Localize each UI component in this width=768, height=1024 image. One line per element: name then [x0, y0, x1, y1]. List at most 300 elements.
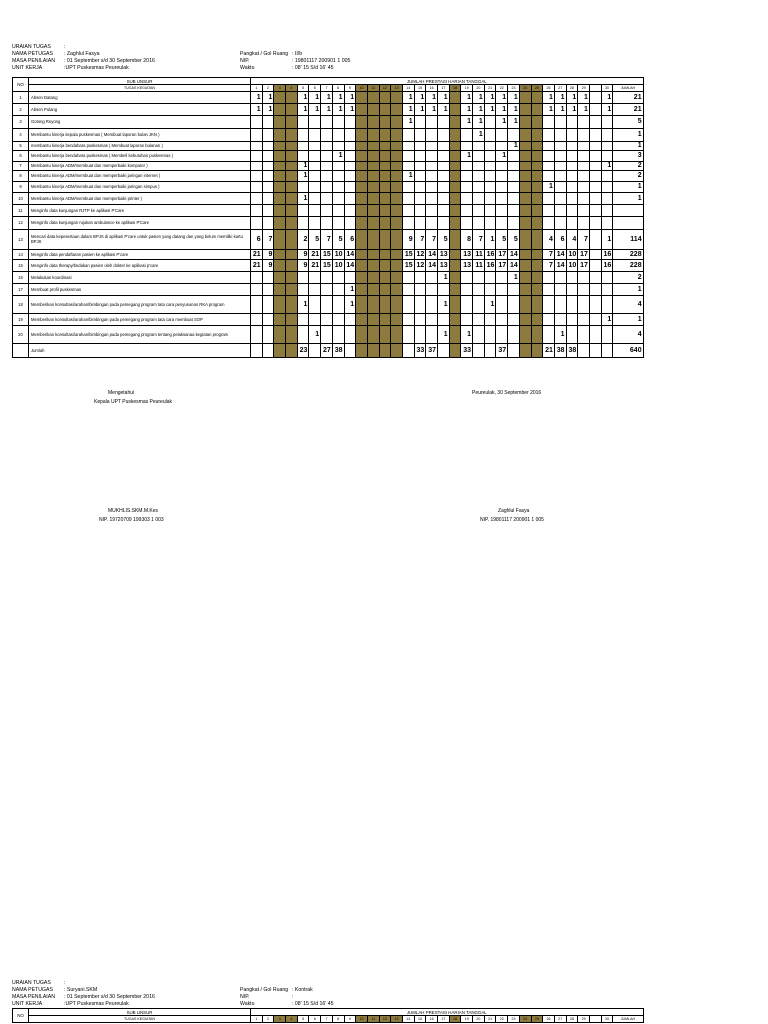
signature-left-title: Mengetahui — [108, 390, 135, 396]
col-header-jumlah: JUMLAH — [613, 1016, 643, 1023]
day-value: 13 — [438, 249, 450, 259]
value-masa-penilaian: : 01 September s/d 30 September 2016 — [64, 58, 155, 64]
day-value — [473, 313, 485, 325]
day-value — [356, 216, 368, 229]
form2-header-left — [12, 980, 155, 1008]
day-value — [554, 161, 566, 170]
day-value — [531, 192, 543, 204]
day-value: 15 — [402, 249, 414, 259]
day-value — [251, 141, 263, 150]
day-value — [344, 128, 356, 141]
day-value — [297, 141, 309, 150]
value-waktu: : 08' 15 S/d 16' 45 — [292, 1001, 334, 1007]
day-value — [251, 283, 263, 295]
day-value — [543, 204, 555, 216]
day-value — [402, 343, 414, 357]
day-value — [379, 249, 391, 259]
row-number: 14 — [13, 249, 29, 259]
day-header: 6 — [309, 1016, 321, 1023]
day-header: 11 — [367, 1016, 379, 1023]
day-value — [531, 128, 543, 141]
day-value — [449, 216, 461, 229]
day-value: 1 — [402, 91, 414, 103]
day-value — [367, 141, 379, 150]
day-value — [578, 313, 590, 325]
table-row — [13, 343, 644, 357]
day-value: 16 — [484, 259, 496, 271]
day-value: 1 — [438, 271, 450, 283]
day-value — [367, 313, 379, 325]
day-value — [531, 283, 543, 295]
day-value: 1 — [601, 161, 613, 170]
day-value: 1 — [473, 103, 485, 115]
day-value — [484, 161, 496, 170]
day-value — [449, 115, 461, 128]
day-value — [566, 150, 578, 161]
day-value — [531, 170, 543, 181]
day-value — [531, 141, 543, 150]
day-value — [519, 141, 531, 150]
day-value — [367, 216, 379, 229]
day-value — [356, 325, 368, 343]
table-row — [13, 141, 644, 150]
task-description: Memberikan konsultasi/arahan/bimbingan pada pemegang program tata cara membuat SOP — [29, 313, 251, 325]
day-value — [251, 181, 263, 192]
day-value — [438, 115, 450, 128]
day-value — [332, 128, 344, 141]
day-value — [589, 216, 601, 229]
label-pangkat: Pangkat / Gol Ruang — [240, 51, 289, 57]
day-value — [274, 91, 286, 103]
day-value — [414, 150, 426, 161]
day-value — [543, 283, 555, 295]
day-value — [578, 343, 590, 357]
row-total: 1 — [613, 313, 643, 325]
day-value — [379, 91, 391, 103]
day-value — [589, 170, 601, 181]
day-value — [391, 141, 403, 150]
day-value — [426, 313, 438, 325]
day-value — [286, 181, 298, 192]
day-value — [449, 325, 461, 343]
day-value — [356, 283, 368, 295]
day-value — [508, 343, 520, 357]
day-value: 10 — [566, 259, 578, 271]
day-value — [531, 295, 543, 313]
day-value: 1 — [251, 103, 263, 115]
day-value — [286, 283, 298, 295]
day-value — [484, 141, 496, 150]
table-row — [13, 204, 644, 216]
day-value — [508, 216, 520, 229]
day-value — [554, 115, 566, 128]
day-value — [274, 161, 286, 170]
day-value: 10 — [566, 249, 578, 259]
day-value — [286, 91, 298, 103]
day-value — [356, 271, 368, 283]
day-value — [367, 103, 379, 115]
day-value — [251, 343, 263, 357]
day-value: 21 — [309, 249, 321, 259]
day-header: 14 — [402, 1016, 414, 1023]
day-value: 1 — [309, 325, 321, 343]
day-header: 5 — [297, 1016, 309, 1023]
day-value — [484, 216, 496, 229]
day-value — [496, 170, 508, 181]
day-value — [508, 170, 520, 181]
row-total: 228 — [613, 259, 643, 271]
day-value — [414, 271, 426, 283]
day-value — [251, 192, 263, 204]
day-value: 7 — [414, 229, 426, 249]
day-value — [274, 325, 286, 343]
day-value — [578, 325, 590, 343]
day-value — [309, 295, 321, 313]
day-value — [566, 216, 578, 229]
day-value — [251, 313, 263, 325]
day-value — [379, 216, 391, 229]
day-value — [344, 161, 356, 170]
day-header: 8 — [332, 85, 344, 92]
day-value — [578, 150, 590, 161]
day-value: 1 — [601, 103, 613, 115]
day-value — [402, 141, 414, 150]
day-value — [344, 216, 356, 229]
day-value — [391, 249, 403, 259]
day-value: 15 — [321, 249, 333, 259]
task-description: Menginfo data therapy/tindakan pasien oleh dokter ke aplikasi p'care — [29, 259, 251, 271]
day-value — [321, 170, 333, 181]
task-description: Menginfo data pendaftaran pasien ke aplikasi P'care — [29, 249, 251, 259]
day-value — [554, 295, 566, 313]
day-value — [356, 192, 368, 204]
day-value — [531, 271, 543, 283]
day-value — [601, 115, 613, 128]
task-description: Memberikan konsultasi/arahan/bimbingan pada pemegang program tata cara penyusunan RKA program — [29, 295, 251, 313]
signature-right-nip: NIP. 19801117 200901 1 005 — [480, 517, 544, 523]
day-value — [274, 343, 286, 357]
day-value — [391, 192, 403, 204]
day-value — [309, 204, 321, 216]
day-value: 5 — [438, 229, 450, 249]
col-header-kegiatan: TUGAS KEGIATAN — [29, 1016, 251, 1023]
day-value — [367, 295, 379, 313]
day-value — [274, 103, 286, 115]
day-value: 1 — [496, 91, 508, 103]
day-value — [543, 115, 555, 128]
day-value — [449, 204, 461, 216]
day-value — [589, 259, 601, 271]
day-value: 1 — [496, 103, 508, 115]
day-value — [589, 229, 601, 249]
day-value — [274, 181, 286, 192]
day-value: 21 — [251, 249, 263, 259]
day-value: 6 — [344, 229, 356, 249]
day-value: 1 — [438, 295, 450, 313]
day-header: 26 — [543, 1016, 555, 1023]
day-value — [274, 128, 286, 141]
day-header: 23 — [508, 85, 520, 92]
day-value — [543, 170, 555, 181]
day-value: 1 — [601, 229, 613, 249]
day-value — [367, 192, 379, 204]
day-header: 22 — [496, 1016, 508, 1023]
day-value: 16 — [484, 249, 496, 259]
day-value — [402, 128, 414, 141]
day-value: 7 — [473, 229, 485, 249]
day-value — [344, 325, 356, 343]
row-total: 2 — [613, 271, 643, 283]
day-value: 14 — [426, 259, 438, 271]
day-value — [414, 192, 426, 204]
day-value — [519, 295, 531, 313]
day-value — [554, 128, 566, 141]
day-header: 24 — [519, 1016, 531, 1023]
day-value: 9 — [262, 259, 274, 271]
day-value — [309, 313, 321, 325]
day-value — [484, 343, 496, 357]
day-value — [438, 170, 450, 181]
row-number: 17 — [13, 283, 29, 295]
day-value — [297, 181, 309, 192]
day-header: 21 — [484, 1016, 496, 1023]
day-value: 14 — [344, 259, 356, 271]
day-value — [519, 325, 531, 343]
day-value — [309, 181, 321, 192]
day-value — [402, 150, 414, 161]
day-value — [367, 343, 379, 357]
day-value — [438, 192, 450, 204]
day-value — [601, 170, 613, 181]
day-value — [309, 170, 321, 181]
day-value — [543, 325, 555, 343]
form2-header-right — [240, 987, 334, 1008]
day-value: 2 — [297, 229, 309, 249]
day-value: 1 — [309, 103, 321, 115]
value-uraian-tugas: : — [64, 980, 66, 986]
day-value — [379, 283, 391, 295]
signature-right-name: Zaghlul Fasya — [498, 508, 530, 514]
day-header: 25 — [531, 1016, 543, 1023]
day-value — [426, 216, 438, 229]
day-value — [356, 181, 368, 192]
day-value — [379, 103, 391, 115]
day-value — [309, 192, 321, 204]
day-value — [402, 204, 414, 216]
day-value — [274, 115, 286, 128]
day-value: 7 — [543, 259, 555, 271]
day-value — [589, 150, 601, 161]
day-value — [262, 216, 274, 229]
day-value: 13 — [438, 259, 450, 271]
day-value — [531, 204, 543, 216]
day-value: 1 — [543, 91, 555, 103]
day-value — [473, 325, 485, 343]
day-value — [519, 283, 531, 295]
day-value — [391, 161, 403, 170]
row-number: 2 — [13, 103, 29, 115]
day-value — [484, 181, 496, 192]
day-value — [309, 115, 321, 128]
day-header: 13 — [391, 1016, 403, 1023]
row-total: 4 — [613, 325, 643, 343]
day-value — [402, 313, 414, 325]
signature-left-name: MUKHLIS.SKM.M.Kes — [108, 508, 159, 514]
task-description: Membuat profil puskesmas — [29, 283, 251, 295]
day-value — [274, 229, 286, 249]
task-description: Menginfo data kunjungan rujukan ambulance ke aplikasi P'Care — [29, 216, 251, 229]
day-value — [297, 313, 309, 325]
day-header: 7 — [321, 1016, 333, 1023]
label-waktu: Waktu — [240, 65, 255, 71]
table-row — [13, 249, 644, 259]
day-value — [508, 313, 520, 325]
day-value — [543, 128, 555, 141]
day-value — [402, 295, 414, 313]
day-header: 19 — [461, 1016, 473, 1023]
day-value: 1 — [438, 325, 450, 343]
day-value — [286, 150, 298, 161]
day-value — [286, 216, 298, 229]
day-header: 6 — [309, 85, 321, 92]
row-total: 2 — [613, 170, 643, 181]
row-total: 1 — [613, 181, 643, 192]
day-value: 1 — [473, 115, 485, 128]
label-uraian-tugas: URAIAN TUGAS — [12, 980, 51, 986]
row-total: 1 — [613, 128, 643, 141]
day-value — [519, 161, 531, 170]
day-value — [496, 313, 508, 325]
day-value — [274, 313, 286, 325]
day-value — [566, 170, 578, 181]
value-masa-penilaian: : 01 September s/d 30 September 2016 — [64, 994, 155, 1000]
day-value — [531, 150, 543, 161]
day-value — [262, 271, 274, 283]
day-value: 1 — [402, 103, 414, 115]
day-value — [519, 181, 531, 192]
day-value — [297, 115, 309, 128]
row-number: 9 — [13, 181, 29, 192]
day-value — [531, 103, 543, 115]
day-header: 22 — [496, 85, 508, 92]
day-value — [566, 204, 578, 216]
day-value — [426, 161, 438, 170]
day-value — [367, 325, 379, 343]
day-value: 1 — [297, 192, 309, 204]
day-value: 1 — [578, 91, 590, 103]
day-value: 4 — [566, 229, 578, 249]
day-value — [391, 325, 403, 343]
day-value: 6 — [251, 229, 263, 249]
signature-left-nip: NIP. 19720709 199303 1 003 — [99, 517, 164, 523]
day-value: 13 — [461, 249, 473, 259]
day-value — [344, 181, 356, 192]
day-value: 10 — [332, 259, 344, 271]
day-value: 21 — [251, 259, 263, 271]
day-value — [332, 141, 344, 150]
day-value — [367, 204, 379, 216]
day-header: 20 — [473, 1016, 485, 1023]
day-value — [543, 271, 555, 283]
day-header: 3 — [274, 1016, 286, 1023]
day-value — [519, 249, 531, 259]
row-total: 1 — [613, 283, 643, 295]
day-header: 17 — [438, 1016, 450, 1023]
row-number: 15 — [13, 259, 29, 271]
day-value — [589, 128, 601, 141]
day-value — [578, 141, 590, 150]
day-value — [508, 283, 520, 295]
day-value — [484, 271, 496, 283]
day-value — [391, 259, 403, 271]
day-value — [566, 295, 578, 313]
day-value — [461, 283, 473, 295]
day-value: 17 — [496, 249, 508, 259]
task-description: Membantu kinerja bendahara puskesmas ( Membeli kebutuhan puskesmas ) — [29, 150, 251, 161]
day-value — [508, 161, 520, 170]
day-value — [508, 295, 520, 313]
day-value — [508, 128, 520, 141]
value-uraian-tugas: : — [64, 44, 66, 50]
day-value — [402, 271, 414, 283]
day-value — [262, 181, 274, 192]
day-value — [391, 295, 403, 313]
day-value — [461, 181, 473, 192]
day-value — [286, 249, 298, 259]
day-value — [543, 161, 555, 170]
day-value — [426, 150, 438, 161]
day-value — [426, 128, 438, 141]
day-value — [566, 313, 578, 325]
day-value — [379, 313, 391, 325]
day-header: 30 — [601, 85, 613, 92]
day-value: 27 — [321, 343, 333, 357]
day-value — [391, 216, 403, 229]
day-value — [461, 170, 473, 181]
day-value — [449, 295, 461, 313]
day-value — [321, 295, 333, 313]
day-value — [566, 115, 578, 128]
table-row — [13, 271, 644, 283]
day-value — [543, 192, 555, 204]
row-total: 228 — [613, 249, 643, 259]
day-value — [531, 181, 543, 192]
row-total: 21 — [613, 91, 643, 103]
day-value: 37 — [426, 343, 438, 357]
label-nip: NIP. — [240, 994, 250, 1000]
day-value — [332, 181, 344, 192]
day-value — [356, 204, 368, 216]
day-value — [344, 313, 356, 325]
row-number: 10 — [13, 192, 29, 204]
col-header-jumlah-prestasi: JUMLAH PRESTASI HARIAN TANGGAL — [251, 78, 644, 85]
day-value — [356, 161, 368, 170]
day-value — [391, 128, 403, 141]
day-value — [262, 128, 274, 141]
form1-header-left — [12, 44, 155, 72]
day-value — [356, 91, 368, 103]
day-value: 1 — [508, 103, 520, 115]
day-value: 1 — [461, 150, 473, 161]
day-value: 14 — [554, 259, 566, 271]
day-value — [391, 283, 403, 295]
day-value — [321, 192, 333, 204]
day-value: 1 — [484, 103, 496, 115]
day-value — [391, 115, 403, 128]
day-value: 7 — [321, 229, 333, 249]
day-value: 1 — [321, 91, 333, 103]
day-value — [566, 192, 578, 204]
